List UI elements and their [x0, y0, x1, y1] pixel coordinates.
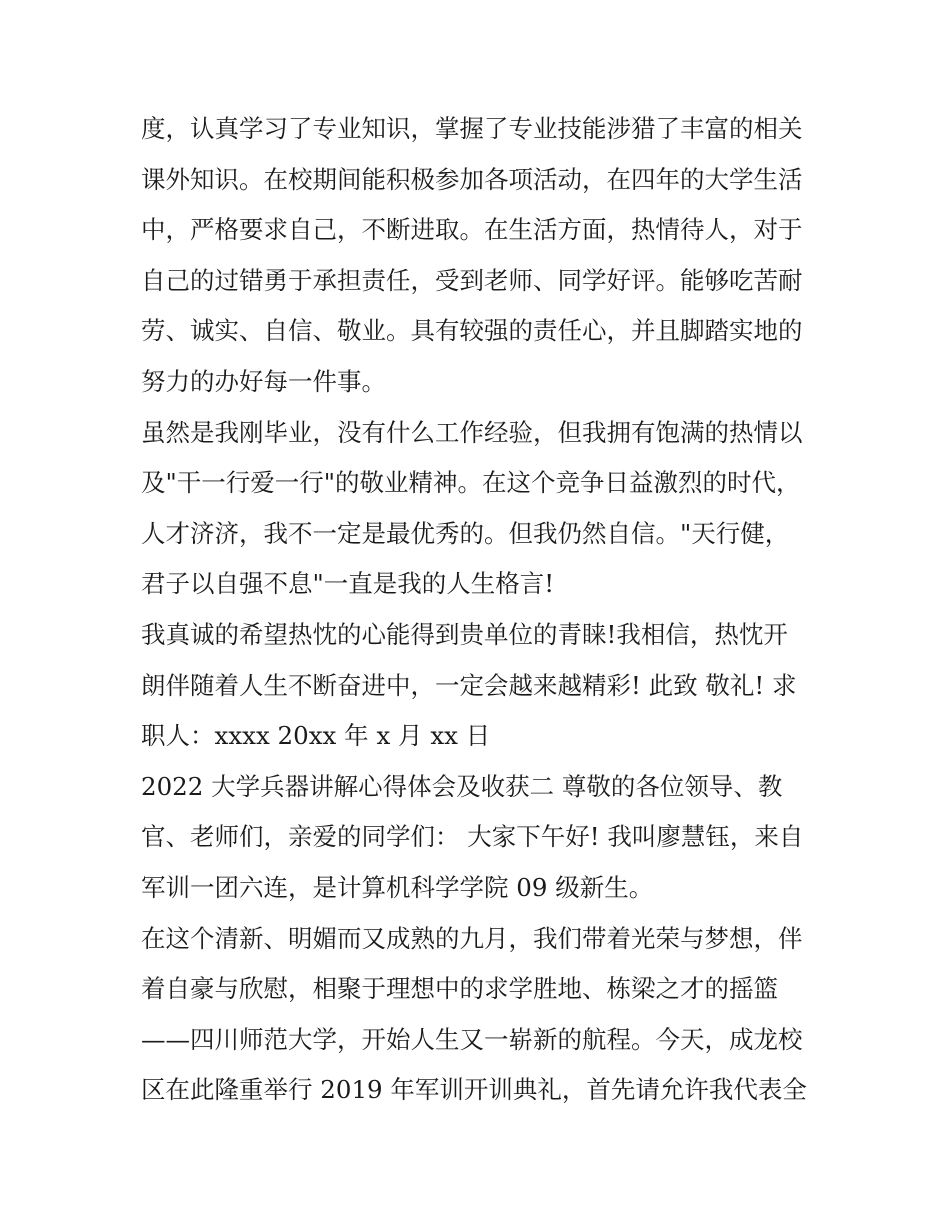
- text-line: 区在此隆重举行 2019 年军训开训典礼，首先请允许我代表全: [141, 1075, 807, 1105]
- text-line: 君子以自强不息"一直是我的人生格言!: [141, 569, 555, 599]
- text-line: 课外知识。在校期间能积极参加各项活动，在四年的大学生活: [141, 164, 803, 194]
- text-line: 中，严格要求自己，不断进取。在生活方面，热情待人，对于: [141, 215, 803, 245]
- text-line: ——四川师范大学，开始人生又一崭新的航程。今天，成龙校: [141, 1024, 803, 1054]
- text-line: 努力的办好每一件事。: [141, 366, 386, 396]
- text-line: 人才济济，我不一定是最优秀的。但我仍然自信。"天行健，: [141, 518, 790, 548]
- text-line: 度，认真学习了专业知识，掌握了专业技能涉猎了丰富的相关: [141, 114, 803, 143]
- text-line: 官、老师们，亲爱的同学们： 大家下午好! 我叫廖慧钰，来自: [141, 822, 804, 852]
- text-line: 及"干一行爱一行"的敬业精神。在这个竞争日益激烈的时代，: [141, 468, 801, 498]
- text-line: 劳、诚实、自信、敬业。具有较强的责任心，并且脚踏实地的: [141, 316, 803, 346]
- text-line: 着自豪与欣慰，相聚于理想中的求学胜地、栋梁之才的摇篮: [141, 974, 778, 1004]
- text-line: 我真诚的希望热忱的心能得到贵单位的青睐!我相信，热忱开: [141, 619, 788, 649]
- text-line: 2022 大学兵器讲解心得体会及收获二 尊敬的各位领导、教: [141, 771, 783, 801]
- text-line: 军训一团六连，是计算机科学学院 09 级新生。: [141, 872, 654, 902]
- text-line: 职人：xxxx 20xx 年 x 月 xx 日: [141, 721, 491, 751]
- text-line: 自己的过错勇于承担责任，受到老师、同学好评。能够吃苦耐: [141, 265, 803, 295]
- document-body: [141, 104, 821, 1116]
- text-line: 虽然是我刚毕业，没有什么工作经验，但我拥有饱满的热情以: [141, 417, 803, 447]
- text-line: 朗伴随着人生不断奋进中，一定会越来越精彩! 此致 敬礼! 求: [141, 670, 797, 700]
- text-line: 在这个清新、明媚而又成熟的九月，我们带着光荣与梦想，伴: [141, 923, 803, 953]
